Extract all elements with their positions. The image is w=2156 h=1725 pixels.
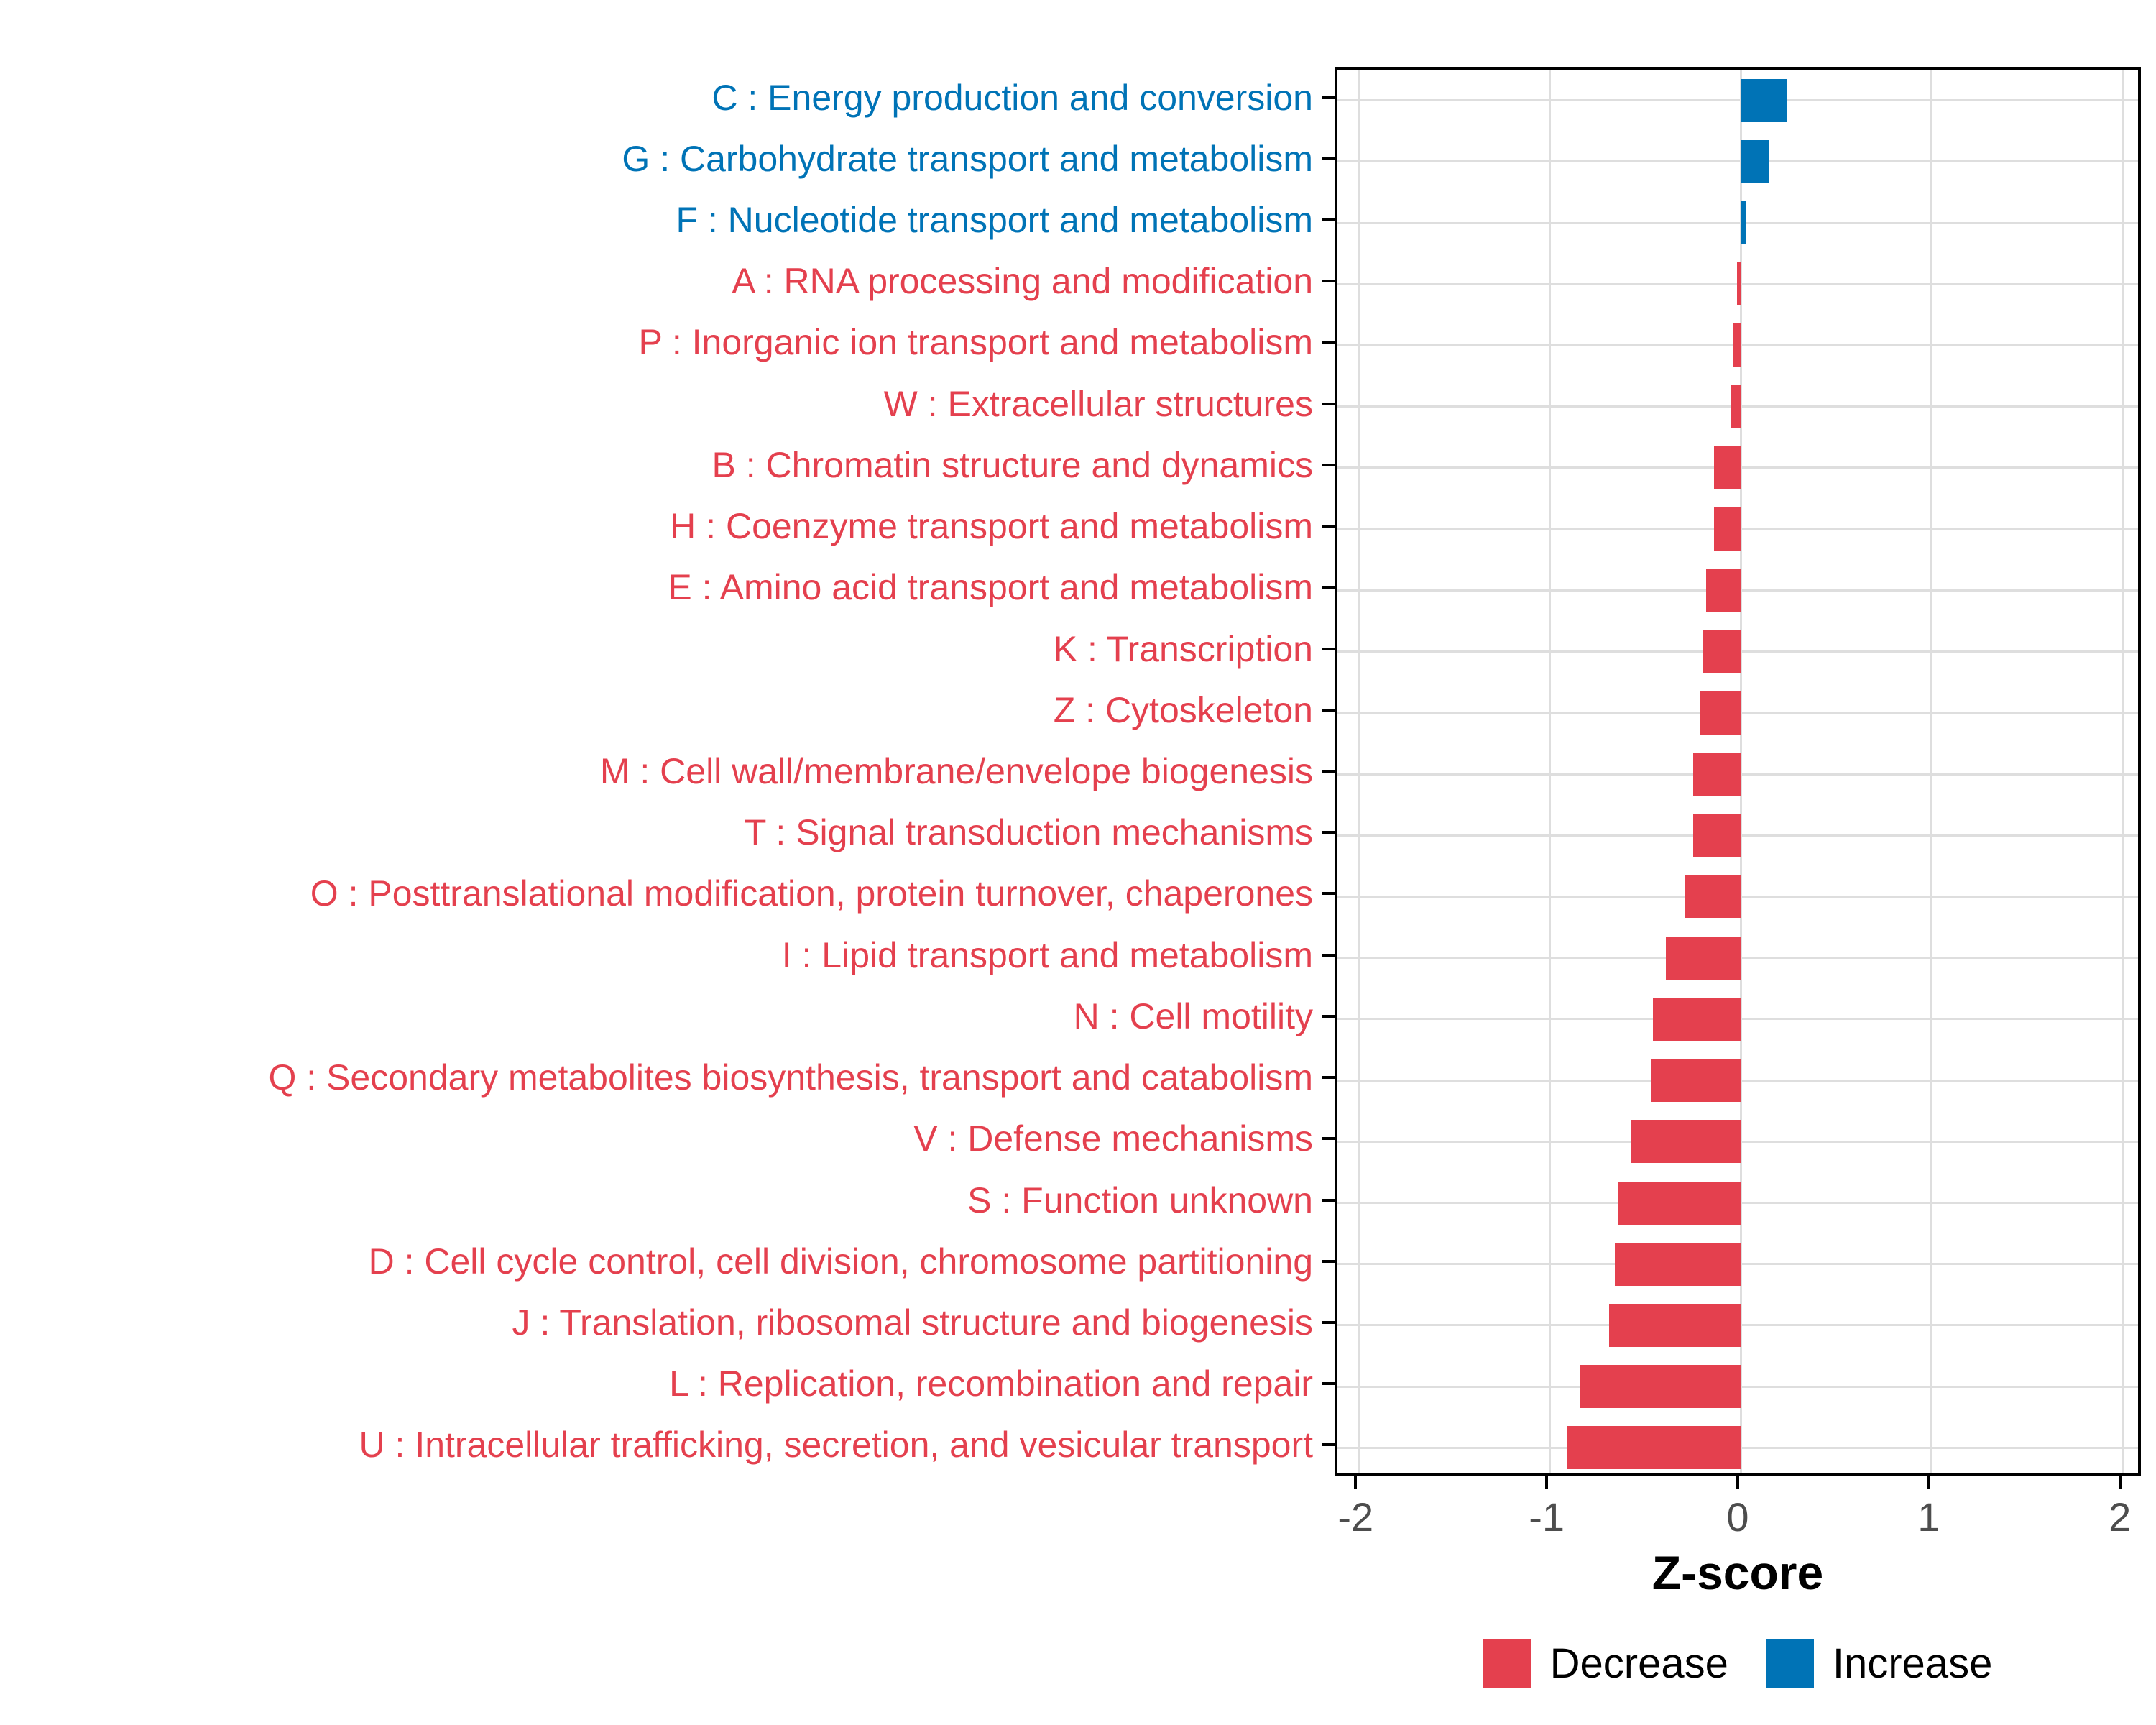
y-tick-K [1322,648,1335,650]
category-label-L: L : Replication, recombination and repair [669,1363,1313,1404]
y-tick-T [1322,831,1335,834]
x-tick--2 [1354,1476,1357,1489]
legend-item-increase [1766,1639,1992,1688]
legend-label-increase: Increase [1832,1640,1993,1687]
y-tick-G [1322,157,1335,160]
category-label-B: B : Chromatin structure and dynamics [711,444,1313,485]
bar-U [1567,1426,1741,1469]
x-tick-1 [1927,1476,1930,1489]
x-axis-title: Z-score [1651,1546,1824,1599]
legend-key-decrease-swatch [1483,1639,1531,1688]
y-tick-H [1322,525,1335,528]
bar-D [1615,1243,1741,1286]
category-label-S: S : Function unknown [967,1179,1313,1220]
bar-H [1714,507,1741,551]
y-tick-Z [1322,709,1335,712]
category-label-O: O : Posttranslational modification, protein turnover, chaperones [310,873,1313,914]
x-tick--1 [1545,1476,1548,1489]
category-label-N: N : Cell motility [1073,995,1313,1036]
y-tick-N [1322,1015,1335,1018]
category-label-T: T : Signal transduction mechanisms [744,812,1313,853]
y-tick-I [1322,954,1335,957]
legend-item-decrease [1483,1639,1728,1688]
category-label-Q: Q : Secondary metabolites biosynthesis, transport and catabolism [268,1057,1313,1098]
y-tick-U [1322,1443,1335,1446]
x-gridline-2 [2122,70,2124,1473]
y-tick-C [1322,96,1335,99]
category-label-F: F : Nucleotide transport and metabolism [676,200,1313,241]
legend [1335,1639,2141,1688]
category-label-U: U : Intracellular trafficking, secretion, and vesicular transport [359,1425,1313,1466]
bar-I [1666,937,1741,980]
y-tick-W [1322,402,1335,405]
y-tick-M [1322,770,1335,773]
category-label-A: A : RNA processing and modification [732,261,1313,302]
bar-F [1741,201,1746,244]
category-label-I: I : Lipid transport and metabolism [781,934,1313,975]
bar-S [1618,1182,1741,1225]
y-tick-V [1322,1137,1335,1140]
category-label-K: K : Transcription [1053,628,1313,669]
bar-T [1693,814,1741,857]
y-tick-Q [1322,1076,1335,1079]
x-tick-label--1: -1 [1529,1494,1565,1540]
bar-P [1733,323,1741,367]
category-label-P: P : Inorganic ion transport and metabolism [638,322,1313,363]
y-tick-B [1322,464,1335,466]
bar-Q [1651,1059,1741,1102]
y-tick-D [1322,1260,1335,1263]
bar-O [1685,875,1741,918]
x-gridline--2 [1358,70,1360,1473]
bar-A [1737,262,1741,305]
category-label-M: M : Cell wall/membrane/envelope biogenesis [599,751,1313,791]
y-tick-L [1322,1382,1335,1385]
x-tick-label--2: -2 [1337,1494,1374,1540]
bar-L [1580,1365,1741,1408]
y-gridline-C [1337,99,2138,101]
bar-W [1731,385,1741,428]
bar-J [1609,1304,1741,1347]
x-tick-0 [1736,1476,1739,1489]
y-tick-P [1322,341,1335,344]
category-label-J: J : Translation, ribosomal structure and biogenesis [512,1302,1313,1343]
y-tick-A [1322,280,1335,282]
y-tick-E [1322,586,1335,589]
category-label-D: D : Cell cycle control, cell division, chromosome partitioning [368,1241,1313,1282]
bar-G [1741,140,1769,183]
bar-B [1714,446,1741,489]
x-tick-label-1: 1 [1917,1494,1940,1540]
category-label-Z: Z : Cytoskeleton [1053,689,1313,730]
x-tick-label-2: 2 [2109,1494,2132,1540]
y-gridline-F [1337,222,2138,224]
plot-panel [1335,67,2141,1476]
legend-key-increase-swatch [1766,1639,1814,1688]
y-tick-O [1322,892,1335,895]
category-label-V: V : Defense mechanisms [913,1118,1313,1159]
y-tick-J [1322,1321,1335,1324]
bar-C [1741,79,1787,122]
category-label-E: E : Amino acid transport and metabolism [668,567,1313,608]
x-gridline-1 [1930,70,1932,1473]
category-label-W: W : Extracellular structures [883,383,1313,424]
bar-K [1703,630,1741,673]
y-tick-F [1322,218,1335,221]
bar-Z [1700,691,1741,735]
x-tick-2 [2119,1476,2122,1489]
category-label-H: H : Coenzyme transport and metabolism [670,506,1313,547]
category-label-C: C : Energy production and conversion [711,77,1313,118]
x-tick-label-0: 0 [1726,1494,1749,1540]
bar-E [1706,569,1741,612]
bar-M [1693,753,1741,796]
legend-label-decrease: Decrease [1549,1640,1728,1687]
category-label-G: G : Carbohydrate transport and metabolism [622,138,1313,179]
bar-N [1653,998,1741,1041]
bar-V [1631,1120,1741,1163]
x-gridline--1 [1549,70,1551,1473]
y-gridline-G [1337,160,2138,162]
y-tick-S [1322,1199,1335,1202]
panel-gridlines-and-bars [1337,70,2138,1473]
